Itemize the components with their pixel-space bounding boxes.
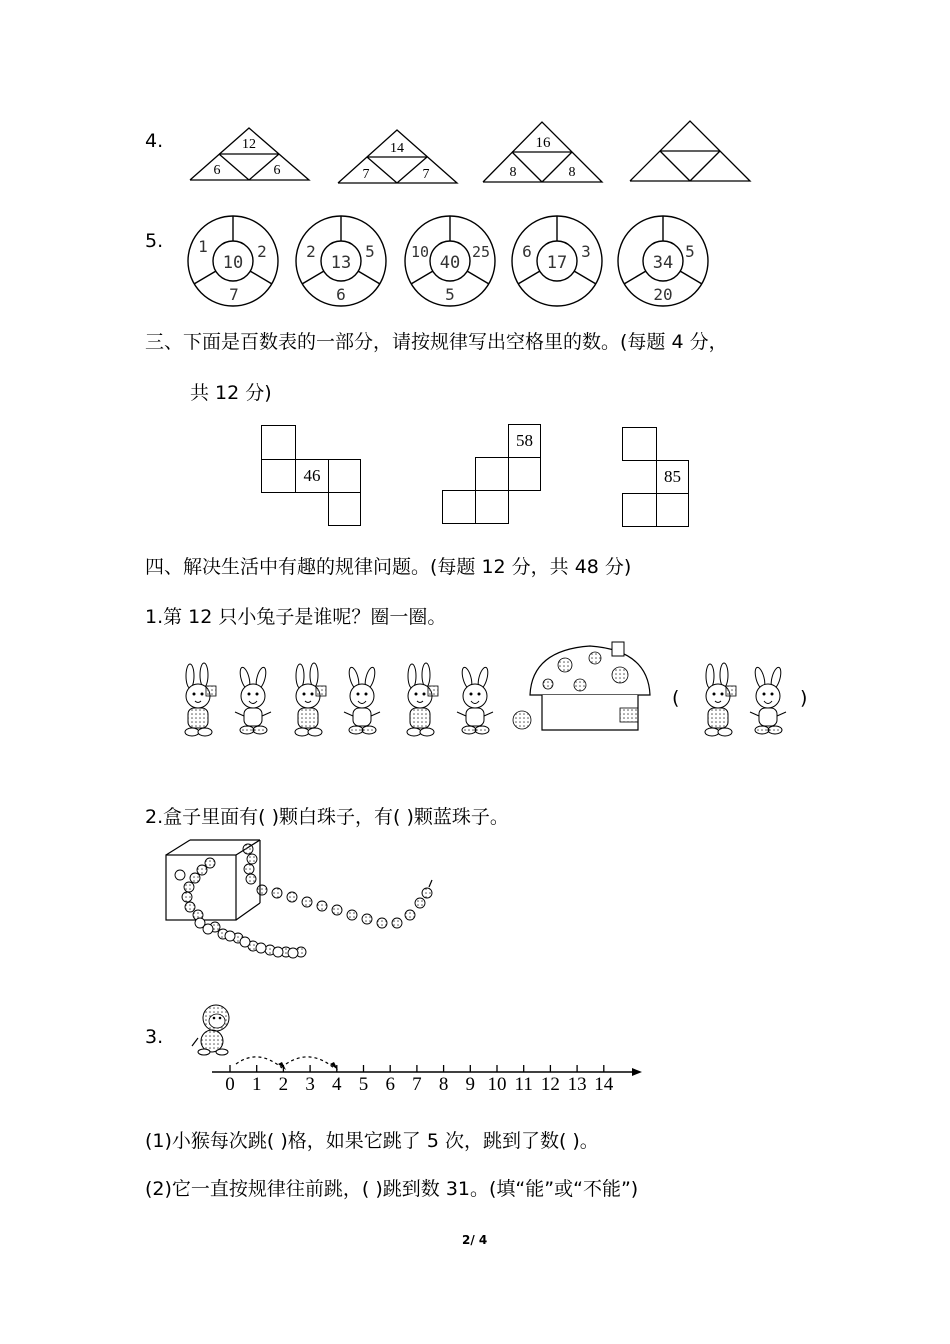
q5-w2-right: 5 bbox=[365, 242, 375, 261]
q4-t3-right: 8 bbox=[568, 165, 576, 180]
number-line-tick-label: 14 bbox=[594, 1074, 614, 1095]
q5-w3-bottom: 5 bbox=[445, 285, 455, 304]
q4-t2-top: 14 bbox=[390, 141, 404, 156]
q4-t3-left: 8 bbox=[509, 165, 517, 180]
q5-w3-center: 40 bbox=[439, 253, 461, 273]
s4-q1-text: 1.第 12 只小兔子是谁呢？圈一圈。 bbox=[145, 606, 447, 628]
q5-w1-center: 10 bbox=[222, 253, 244, 273]
number-line-tick-label: 4 bbox=[332, 1074, 342, 1095]
number-line-tick-label: 7 bbox=[412, 1074, 422, 1095]
section4-heading: 四、解决生活中有趣的规律问题。(每题 12 分，共 48 分) bbox=[145, 556, 632, 578]
number-line-tick-label: 3 bbox=[305, 1074, 315, 1095]
grid1-cell-46: 46 bbox=[295, 459, 329, 493]
grid2-cell-c bbox=[442, 490, 476, 524]
q4-t1-right: 6 bbox=[273, 163, 281, 178]
grid3-cell-c bbox=[656, 493, 689, 527]
q5-w5-right: 5 bbox=[685, 242, 695, 261]
q5-w1-left: 1 bbox=[198, 237, 208, 256]
q4-t1-top: 12 bbox=[242, 137, 256, 152]
number-line-tick-label: 10 bbox=[487, 1074, 507, 1095]
grid3-cell-a bbox=[622, 427, 657, 461]
number-line-tick-label: 0 bbox=[225, 1074, 235, 1095]
s4-q3-sub2: (2)它一直按规律往前跳，( )跳到数 31。(填“能”或“不能”) bbox=[145, 1178, 639, 1200]
section3-heading-line2: 共 12 分) bbox=[190, 382, 272, 404]
q5-w4-center: 17 bbox=[546, 253, 568, 273]
q5-w1-bottom: 7 bbox=[229, 285, 239, 304]
number-line-tick-label: 13 bbox=[567, 1074, 587, 1095]
grid2-cell-d bbox=[475, 490, 509, 524]
page-number: 2/ 4 bbox=[462, 1233, 488, 1247]
number-line-tick-label: 5 bbox=[358, 1074, 369, 1095]
q5-w2-bottom: 6 bbox=[336, 285, 346, 304]
q5-wheel-3 bbox=[403, 214, 499, 310]
number-line-tick-label: 2 bbox=[278, 1074, 289, 1095]
q5-wheel-1 bbox=[186, 214, 282, 310]
grid1-cell-d bbox=[328, 492, 361, 526]
grid2-cell-b bbox=[508, 457, 541, 491]
number-line-tick-label: 9 bbox=[465, 1074, 476, 1095]
s4-q1-paren-open: ( bbox=[672, 687, 680, 709]
grid1-cell-a bbox=[261, 425, 296, 460]
mushroom-house-icon bbox=[513, 642, 650, 730]
q5-w4-right: 3 bbox=[581, 242, 591, 261]
grid1-cell-b bbox=[261, 459, 296, 493]
q4-t2-left: 7 bbox=[362, 167, 370, 182]
q4-triangle-4 bbox=[628, 118, 753, 184]
q5-w4-left: 6 bbox=[522, 242, 532, 261]
s4-q3-number: 3. bbox=[145, 1026, 164, 1048]
grid2-cell-58: 58 bbox=[508, 424, 541, 458]
q4-triangle-3 bbox=[481, 119, 606, 185]
q4-number: 4. bbox=[145, 130, 164, 152]
q5-w3-left: 10 bbox=[410, 243, 430, 261]
s4-q3-sub1: (1)小猴每次跳( )格，如果它跳了 5 次，跳到了数( )。 bbox=[145, 1130, 599, 1152]
q5-w1-right: 2 bbox=[257, 242, 267, 261]
q4-t2-right: 7 bbox=[422, 167, 430, 182]
s4-q1-paren-close: ) bbox=[800, 687, 808, 709]
bead-box-figure bbox=[160, 835, 460, 965]
q4-triangle-2 bbox=[336, 124, 461, 186]
number-line-tick-label: 8 bbox=[438, 1074, 449, 1095]
grid3-cell-b bbox=[622, 493, 657, 527]
grid1-cell-c bbox=[328, 459, 361, 493]
q4-t1-left: 6 bbox=[213, 163, 221, 178]
q4-t3-top: 16 bbox=[535, 135, 551, 151]
q5-wheel-4 bbox=[510, 214, 606, 310]
q5-wheel-2 bbox=[294, 214, 390, 310]
grid2-cell-a bbox=[475, 457, 509, 491]
q5-w5-center: 34 bbox=[652, 253, 674, 273]
q4-triangle-1 bbox=[188, 120, 313, 182]
rabbit-row bbox=[170, 640, 820, 740]
q5-wheel-5 bbox=[616, 214, 712, 310]
q5-number: 5. bbox=[145, 230, 164, 252]
q5-w2-left: 2 bbox=[306, 242, 316, 261]
q5-w3-right: 25 bbox=[471, 243, 491, 261]
s4-q2-text: 2.盒子里面有( )颗白珠子，有( )颗蓝珠子。 bbox=[145, 806, 509, 828]
number-line-tick-label: 6 bbox=[385, 1074, 395, 1095]
q5-w2-center: 13 bbox=[330, 253, 352, 273]
q5-w5-bottom: 20 bbox=[653, 285, 673, 304]
number-line-tick-label: 11 bbox=[514, 1074, 533, 1095]
grid3-cell-85: 85 bbox=[656, 460, 689, 494]
number-line-tick-label: 12 bbox=[540, 1074, 560, 1095]
section3-heading-line1: 三、下面是百数表的一部分，请按规律写出空格里的数。(每题 4 分， bbox=[145, 331, 728, 353]
number-line bbox=[200, 1040, 660, 1095]
number-line-tick-label: 1 bbox=[251, 1074, 262, 1095]
